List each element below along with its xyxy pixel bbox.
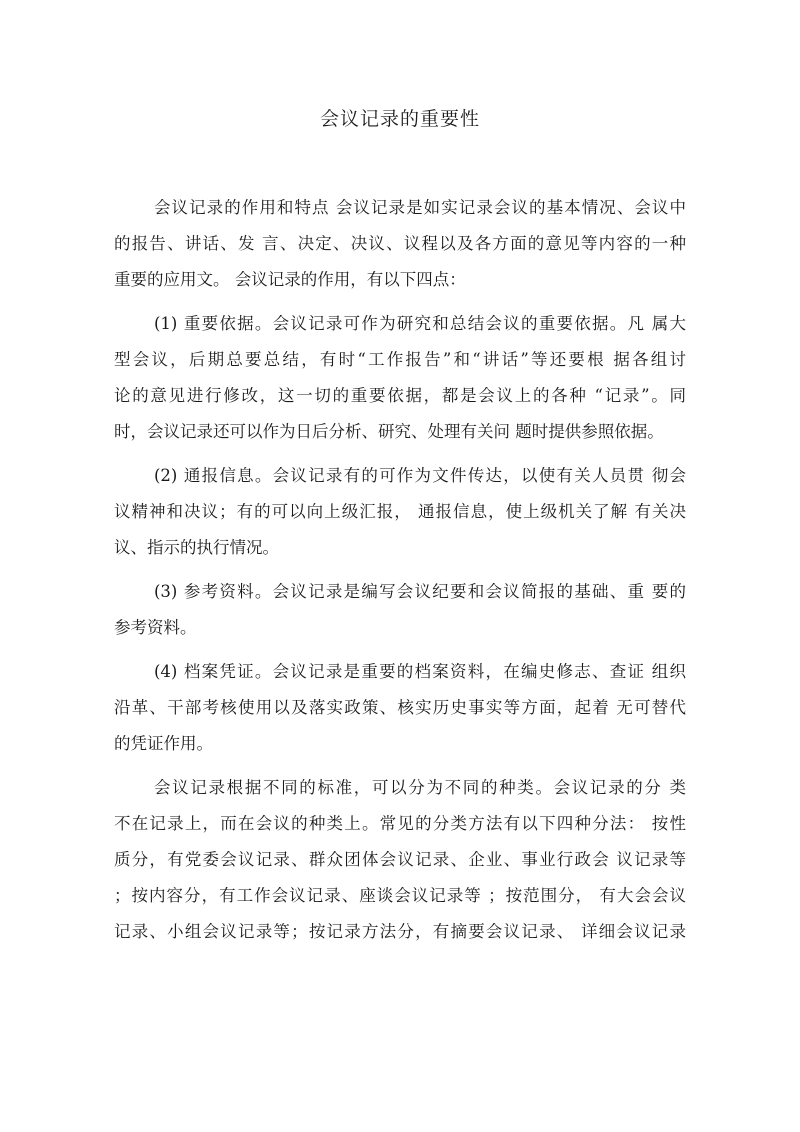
text-line: 型会议，后期总要总结，有时“工作报告”和“讲话”等还要根 据各组讨 <box>114 350 686 369</box>
text-line: (1) 重要依据。会议记录可作为研究和总结会议的重要依据。凡 属大 <box>154 314 686 333</box>
paragraph-point-1 <box>114 306 686 450</box>
paragraph-point-2 <box>114 458 686 566</box>
paragraph-intro <box>114 190 686 298</box>
text-line: (4) 档案凭证。会议记录是重要的档案资料，在编史修志、查证 组织 <box>154 662 686 681</box>
text-line: 时，会议记录还可以作为日后分析、研究、处理有关问 题时提供参照依据。 <box>114 422 664 441</box>
text-line: 参考资料。 <box>114 618 197 637</box>
text-line: 论的意见进行修改，这一切的重要依据，都是会议上的各种 “记录”。同 <box>114 386 686 405</box>
text-line: 不在记录上，而在会议的种类上。常见的分类方法有以下四种分法： 按性 <box>114 814 686 833</box>
text-line: 质分，有党委会议记录、群众团体会议记录、企业、事业行政会 议记录等 <box>114 850 686 869</box>
text-line: (3) 参考资料。会议记录是编写会议纪要和会议简报的基础、重 要的 <box>154 582 686 601</box>
text-line: 重要的应用文。 会议记录的作用，有以下四点： <box>114 270 466 289</box>
text-line: 会议记录根据不同的标准，可以分为不同的种类。会议记录的分 类 <box>154 778 686 797</box>
text-line: 议精神和决议；有的可以向上级汇报， 通报信息，使上级机关了解 有关决 <box>114 502 686 521</box>
paragraph-point-3 <box>114 574 686 646</box>
text-line: 会议记录的作用和特点 会议记录是如实记录会议的基本情况、会议中 <box>154 198 686 217</box>
paragraph-point-4 <box>114 654 686 762</box>
text-line: 沿革、干部考核使用以及落实政策、核实历史事实等方面，起着 无可替代 <box>114 698 686 717</box>
text-line: ；按内容分，有工作会议记录、座谈会议记录等 ；按范围分， 有大会会议 <box>114 886 686 905</box>
text-line: (2) 通报信息。会议记录有的可作为文件传达，以使有关人员贯 彻会 <box>154 466 686 485</box>
document-body <box>114 190 686 958</box>
text-line: 记录、小组会议记录等；按记录方法分，有摘要会议记录、 详细会议记录 <box>114 922 686 941</box>
paragraph-classification <box>114 770 686 950</box>
text-line: 的凭证作用。 <box>114 734 213 753</box>
document-title: 会议记录的重要性 <box>319 108 480 130</box>
text-line: 的报告、讲话、发 言、决定、决议、议程以及各方面的意见等内容的一种 <box>114 234 686 253</box>
text-line: 议、指示的执行情况。 <box>114 538 279 557</box>
